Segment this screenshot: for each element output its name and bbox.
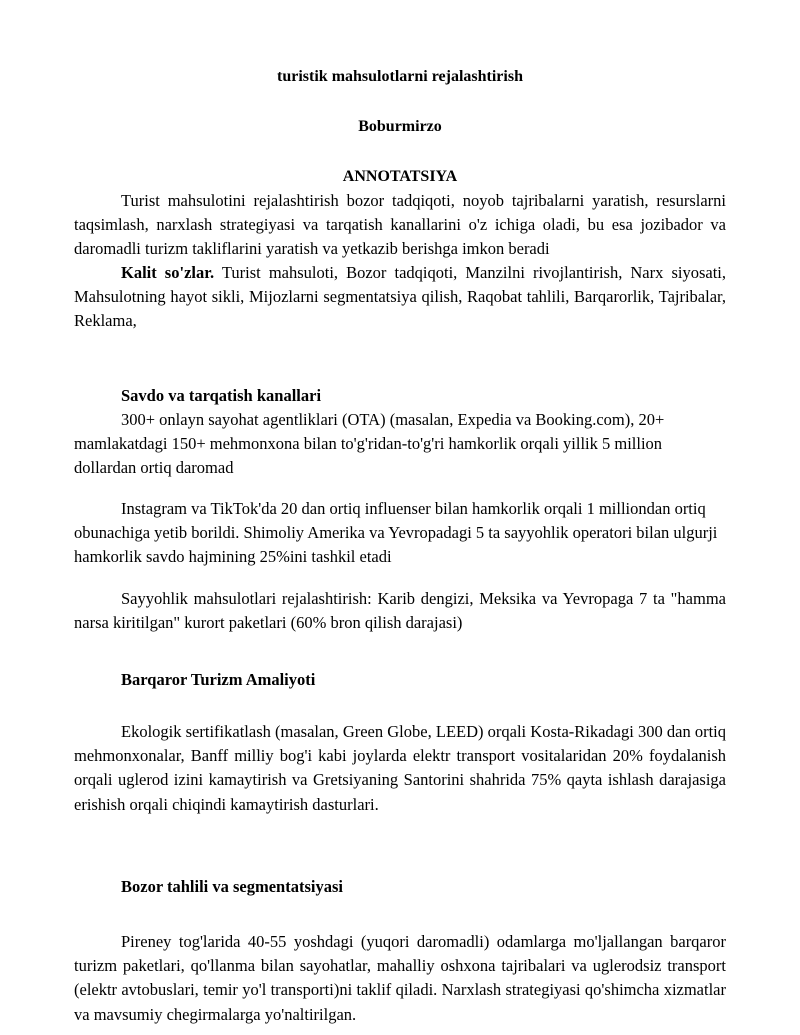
annotation-heading: ANNOTATSIYA <box>342 168 458 185</box>
sales-paragraph-3: Sayyohlik mahsulotlari rejalashtirish: Karib dengizi, Meksika va Yevropaga 7 ta "hamma narsa kiritilgan" kurort paketlari (60% bron qilish darajasi) <box>74 589 726 633</box>
section-heading-sustainable-tourism: Barqaror Turizm Amaliyoti <box>121 670 316 689</box>
market-paragraph: Pireney tog'larida 40-55 yoshdagi (yuqori daromadli) odamlarga mo'ljallangan barqaror turizm paketlari, qo'llanma bilan sayohatlar, mahalliy oshxona tajribalari va uglerodsiz transport (elektr avtobuslari, temir yo'l transporti)ni taklif qiladi. Narxlash strategiyasi qo'shimcha xizmatlar va mavsumiy chegirmalarga yo'naltirilgan. <box>74 932 726 1024</box>
author-name: Boburmirzo <box>358 118 442 135</box>
section-heading-market-analysis: Bozor tahlili va segmentatsiyasi <box>121 877 343 896</box>
sustainable-paragraph: Ekologik sertifikatlash (masalan, Green Globe, LEED) orqali Kosta-Rikadagi 300 dan ortiq mehmonxonalar, Banff milliy bog'i kabi joylarda elektr transport vositalaridan 20% foydalanish orqali uglerod izini kamaytirish va Gretsiyaning Santorini shahrida 75% qayta ishlash darajasiga erishish orqali chiqindi kamaytirish dasturlari. <box>74 722 726 814</box>
sales-paragraph-1: 300+ onlayn sayohat agentliklari (OTA) (masalan, Expedia va Booking.com), 20+ mamlakatdagi 150+ mehmonxona bilan to'g'ridan-to'g'ri hamkorlik orqali yillik 5 million dollardan ortiq daromad <box>74 410 665 478</box>
keywords-paragraph <box>74 261 726 334</box>
section-heading-sales-channels: Savdo va tarqatish kanallari <box>121 386 322 405</box>
sales-paragraph-2: Instagram va TikTok'da 20 dan ortiq influenser bilan hamkorlik orqali 1 milliondan ortiq obunachiga yetib borildi. Shimoliy Amerika va Yevropadagi 5 ta sayyohlik operatori bilan ulgurji hamkorlik savdo hajmining 25%ini tashkil etadi <box>74 499 718 567</box>
keywords-text: Turist mahsuloti, Bozor tadqiqoti, Manzilni rivojlantirish, Narx siyosati, Mahsulotning hayot sikli, Mijozlarni segmentatsiya qilish, Raqobat tahlili, Barqarorlik, Tajribalar, Reklama, <box>74 263 726 331</box>
annotation-paragraph: Turist mahsulotini rejalashtirish bozor tadqiqoti, noyob tajribalarni yaratish, resurslarni taqsimlash, narxlash strategiyasi va tarqatish kanallarini o'z ichiga oladi, bu esa jozibador va daromadli turizm takliflarini yaratish va yetkazib berishga imkon beradi <box>74 191 726 259</box>
document-title: turistik mahsulotlarni rejalashtirish <box>277 68 523 85</box>
keywords-label: Kalit so'zlar. <box>121 263 215 282</box>
